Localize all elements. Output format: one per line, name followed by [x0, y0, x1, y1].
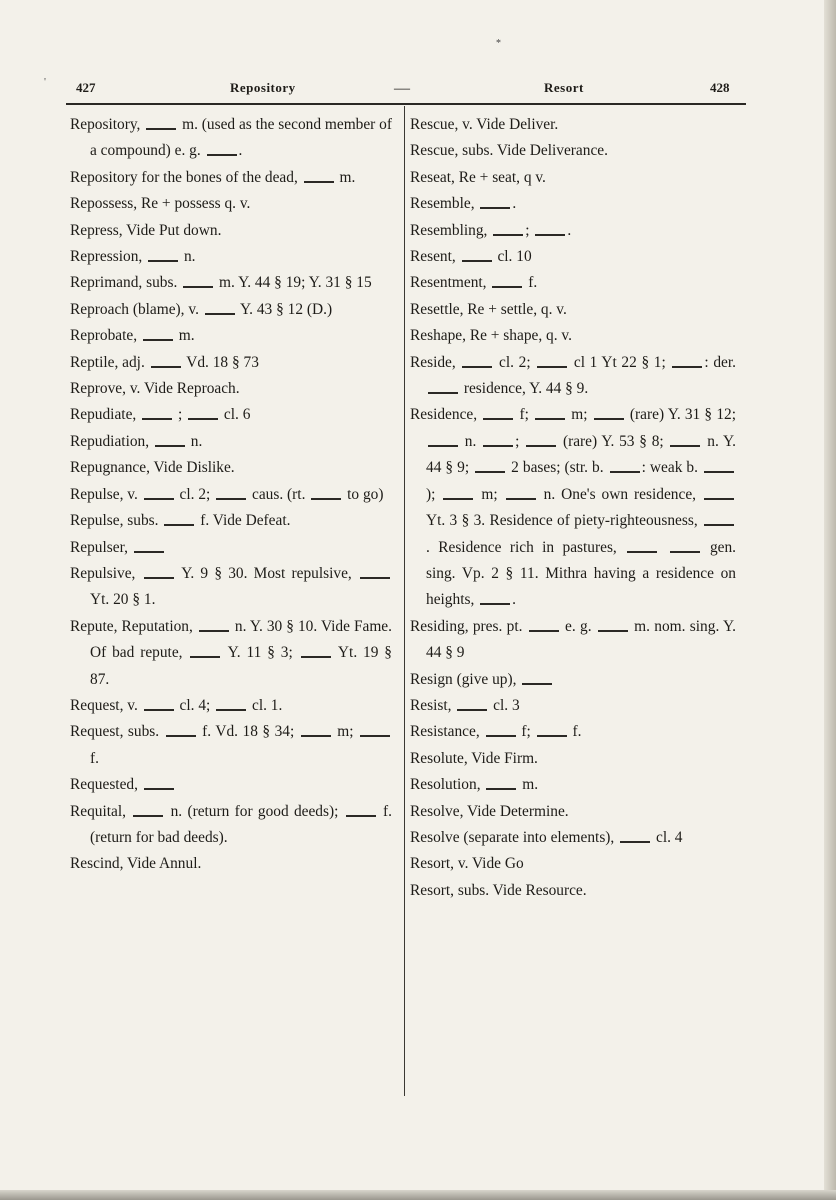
avestan-script-word: [428, 383, 458, 394]
dictionary-entry: Reprobate, m.: [70, 327, 195, 345]
dictionary-entry: Resembling, ; .: [410, 221, 572, 239]
avestan-script-word: [190, 647, 220, 658]
avestan-script-word: [535, 409, 565, 420]
avestan-script-word: [537, 357, 567, 368]
dictionary-entry: Resolve (separate into elements), cl. 4: [410, 828, 683, 846]
dictionary-entry: Repulse, subs. f. Vide Defeat.: [70, 512, 291, 530]
avestan-script-word: [146, 119, 176, 130]
avestan-script-word: [704, 515, 734, 526]
avestan-script-word: [493, 225, 523, 236]
avestan-script-word: [311, 489, 341, 500]
avestan-script-word: [483, 436, 513, 447]
avestan-script-word: [537, 726, 567, 737]
avestan-script-word: [199, 621, 229, 632]
avestan-script-word: [144, 779, 174, 790]
avestan-script-word: [480, 198, 510, 209]
avestan-script-word: [148, 251, 178, 262]
avestan-script-word: [670, 542, 700, 553]
dictionary-entry: Rescind, Vide Annul.: [70, 855, 202, 873]
dictionary-entry: Resort, subs. Vide Resource.: [410, 881, 587, 899]
dictionary-entry: Resentment, f.: [410, 274, 538, 292]
avestan-script-word: [151, 357, 181, 368]
dictionary-entry: Resolute, Vide Firm.: [410, 749, 538, 767]
avestan-script-word: [143, 330, 173, 341]
avestan-script-word: [346, 806, 376, 817]
dictionary-entry: Resistance, f; f.: [410, 723, 582, 741]
dictionary-entry: Repudiate, ; cl. 6: [70, 406, 251, 424]
avestan-script-word: [620, 832, 650, 843]
avestan-script-word: [462, 357, 492, 368]
top-mark: *: [496, 38, 501, 49]
page-number-right: 428: [710, 80, 730, 95]
running-header: [72, 78, 744, 100]
page-number-left: 427: [76, 80, 96, 95]
dictionary-entry: Repulser,: [70, 535, 392, 561]
avestan-script-word: [304, 172, 334, 183]
avestan-script-word: [522, 674, 552, 685]
avestan-script-word: [301, 647, 331, 658]
dictionary-entry: Reseat, Re + seat, q v.: [410, 168, 546, 186]
avestan-script-word: [483, 409, 513, 420]
dictionary-entry: Request, v. cl. 4; cl. 1.: [70, 696, 283, 714]
avestan-script-word: [301, 726, 331, 737]
avestan-script-word: [627, 542, 657, 553]
avestan-script-word: [360, 568, 390, 579]
avestan-script-word: [598, 621, 628, 632]
dictionary-entry: Repulse, v. cl. 2; caus. (rt. to go): [70, 485, 384, 503]
dictionary-entry: Resolution, m.: [410, 776, 539, 794]
dictionary-entry: Rescue, v. Vide Deliver.: [410, 116, 559, 133]
dictionary-entry: Reside, cl. 2; cl 1 Yt 22 § 1; : der. residence, Y. 44 § 9.: [410, 353, 736, 398]
avestan-script-word: [360, 726, 390, 737]
dictionary-entry: Reshape, Re + shape, q. v.: [410, 327, 572, 345]
dictionary-entry: Reptile, adj. Vd. 18 § 73: [70, 353, 259, 371]
dictionary-entry: Requested,: [70, 772, 392, 798]
dictionary-entry: Repression, n.: [70, 248, 196, 266]
dictionary-entry: Rescue, subs. Vide Deliverance.: [410, 142, 608, 160]
avestan-script-word: [526, 436, 556, 447]
avestan-script-word: [704, 489, 734, 500]
avestan-script-word: [205, 304, 235, 315]
avestan-script-word: [670, 436, 700, 447]
dictionary-entry: Request, subs. f. Vd. 18 § 34; m; f.: [70, 719, 392, 772]
dictionary-entry: Repository, m. (used as the second member of a compound) e. g. .: [70, 116, 392, 160]
avestan-script-word: [672, 357, 702, 368]
dictionary-entry: Residing, pres. pt. e. g. m. nom. sing. Y. 44 § 9: [410, 617, 736, 662]
avestan-script-word: [166, 726, 196, 737]
dictionary-entry: Residence, f; m; (rare) Y. 31 § 12; n. ; (rare) Y. 53 § 8; n. Y. 44 § 9; 2 bases; (str. b. : weak b. ); m; n. One's own residence, Yt. 3 § 3. Residence of piety-righteousness, . Residence rich in pastures, gen. sing. Vp. 2 § 11. Mithra having a residence on heights, .: [410, 406, 737, 609]
stray-mark: ': [44, 76, 46, 88]
avestan-script-word: [164, 515, 194, 526]
avestan-script-word: [216, 489, 246, 500]
avestan-script-word: [462, 251, 492, 262]
dictionary-entry: Repute, Reputation, n. Y. 30 § 10. Vide Fame. Of bad repute, Y. 11 § 3; Yt. 19 § 87.: [70, 617, 392, 688]
dictionary-entry: Resolve, Vide Determine.: [410, 802, 569, 820]
dictionary-entry: Repugnance, Vide Dislike.: [70, 459, 235, 477]
avestan-script-word: [594, 409, 624, 420]
avestan-script-word: [610, 462, 640, 473]
avestan-script-word: [506, 489, 536, 500]
dictionary-entry: Resign (give up),: [410, 667, 736, 693]
avestan-script-word: [133, 806, 163, 817]
dictionary-entry: Resemble, .: [410, 195, 517, 213]
header-dash: —: [394, 80, 410, 97]
avestan-script-word: [535, 225, 565, 236]
page-edge: [824, 0, 836, 1200]
header-rule: [66, 103, 746, 105]
avestan-script-word: [144, 568, 174, 579]
page-bottom-edge: [0, 1190, 836, 1200]
dictionary-entry: Reproach (blame), v. Y. 43 § 12 (D.): [70, 300, 333, 318]
dictionary-entry: Resist, cl. 3: [410, 696, 520, 714]
dictionary-entry: Repossess, Re + possess q. v.: [70, 195, 251, 213]
avestan-script-word: [475, 462, 505, 473]
avestan-script-word: [207, 145, 237, 156]
dictionary-entry: Resort, v. Vide Go: [410, 855, 524, 873]
dictionary-entry: Requital, n. (return for good deeds); f. (return for bad deeds).: [70, 802, 392, 846]
guide-word-left: Repository: [230, 80, 296, 95]
dictionary-entry: Repress, Vide Put down.: [70, 221, 222, 239]
dictionary-entry: Repository for the bones of the dead, m.: [70, 168, 356, 186]
avestan-script-word: [183, 277, 213, 288]
avestan-script-word: [529, 621, 559, 632]
avestan-script-word: [457, 700, 487, 711]
dictionary-entry: Resent, cl. 10: [410, 248, 532, 266]
avestan-script-word: [443, 489, 473, 500]
right-column: [410, 112, 736, 904]
dictionary-entry: Repudiation, n.: [70, 432, 203, 450]
avestan-script-word: [492, 277, 522, 288]
dictionary-entry: Repulsive, Y. 9 § 30. Most repulsive, Yt. 20 § 1.: [70, 561, 392, 614]
dictionary-entry: Reprimand, subs. m. Y. 44 § 19; Y. 31 § 15: [70, 274, 372, 292]
avestan-script-word: [188, 409, 218, 420]
avestan-script-word: [134, 542, 164, 553]
avestan-script-word: [142, 409, 172, 420]
avestan-script-word: [704, 462, 734, 473]
column-divider: [404, 106, 405, 1096]
dictionary-entry: Resettle, Re + settle, q. v.: [410, 300, 567, 318]
avestan-script-word: [144, 700, 174, 711]
avestan-script-word: [428, 436, 458, 447]
avestan-script-word: [486, 726, 516, 737]
avestan-script-word: [216, 700, 246, 711]
avestan-script-word: [486, 779, 516, 790]
avestan-script-word: [155, 436, 185, 447]
guide-word-right: Resort: [544, 80, 584, 95]
avestan-script-word: [480, 594, 510, 605]
dictionary-entry: Reprove, v. Vide Reproach.: [70, 380, 240, 398]
left-column: [70, 112, 392, 878]
avestan-script-word: [144, 489, 174, 500]
